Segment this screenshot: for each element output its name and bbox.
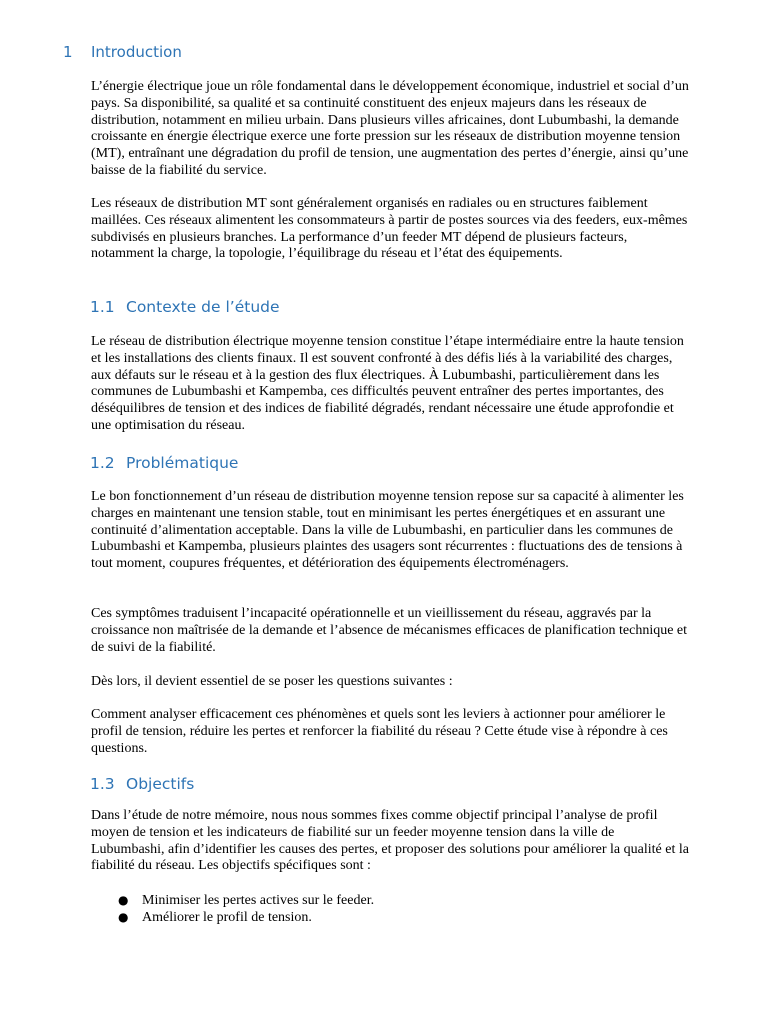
bullet-dot-icon: ● [118,893,129,907]
objectives-list [91,892,691,926]
heading-introduction [63,42,182,62]
heading-number: 1.2 [90,454,115,472]
heading-title: Objectifs [126,775,195,793]
paragraph-problematique-1: Le bon fonctionnement d’un réseau de distribution moyenne tension repose sur sa capacité à alimenter les charges en maintenant une tension stable, tout en minimisant les pertes énergétiques et en assurant une continuité d’alimentation acceptable. Dans la ville de Lubumbashi, en particulier dans les communes de Lubumbashi et Kampemba, plusieurs plaintes des usagers sont récurrentes : fluctuations des de tensions à tout moment, coupures fréquentes, et détérioration des équipements électroménagers. [91,489,684,572]
paragraph-objectifs: Dans l’étude de notre mémoire, nous nous sommes fixes comme objectif principal l’analyse de profil moyen de tension et les indicateurs de fiabilité sur un feeder moyenne tension dans la ville de Lubumbashi, afin d’identifier les causes des pertes, et proposer des solutions pour améliorer la qualité et la fiabilité du réseau. Les objectifs spécifiques sont : [91,808,689,874]
paragraph-problematique-3: Dès lors, il devient essentiel de se poser les questions suivantes : [91,674,453,689]
list-item [91,909,691,926]
heading-number: 1.1 [90,298,115,316]
paragraph-problematique-2: Ces symptômes traduisent l’incapacité opérationnelle et un vieillissement du réseau, aggravés par la croissance non maîtrisée de la demande et l’absence de mécanismes efficaces de planification technique et de suivi de la fiabilité. [91,606,688,655]
list-item-text: Minimiser les pertes actives sur le feeder. [142,893,375,908]
list-item-text: Améliorer le profil de tension. [142,910,312,925]
bullet-dot-icon: ● [118,910,129,924]
heading-title: Problématique [126,454,239,472]
heading-title: Contexte de l’étude [126,298,280,316]
heading-number: 1.3 [90,775,115,793]
heading-title: Introduction [91,43,182,61]
heading-objectifs [90,774,194,794]
heading-number: 1 [63,43,73,61]
heading-contexte [90,297,280,317]
paragraph-contexte: Le réseau de distribution électrique moyenne tension constitue l’étape intermédiaire entre la haute tension et les installations des clients finaux. Il est souvent confronté à des défis liés à la variabilité des charges, aux défauts sur le réseau et à la gestion des flux électriques. À Lubumbashi, particulièrement dans les communes de Lubumbashi et Kampemba, ces difficultés peuvent entraîner des pertes importantes, des déséquilibres de tension et des indices de fiabilité dégradés, rendant nécessaire une étude approfondie et une optimisation du réseau. [91,334,684,433]
list-item [91,892,691,909]
paragraph-intro-1: L’énergie électrique joue un rôle fondamental dans le développement économique, industriel et social d’un pays. Sa disponibilité, sa qualité et sa continuité constituent des enjeux majeurs dans les réseaux de distribution, notamment en milieu urbain. Dans plusieurs villes africaines, dont Lubumbashi, la demande croissante en énergie électrique exerce une forte pression sur les réseaux de distribution moyenne tension (MT), entraînant une dégradation du profil de tension, une augmentation des pertes d’énergie, ainsi qu’une baisse de la fiabilité du service. [91,79,689,178]
heading-problematique [90,453,238,473]
paragraph-intro-2: Les réseaux de distribution MT sont généralement organisés en radiales ou en structures faiblement maillées. Ces réseaux alimentent les consommateurs à partir de postes sources via des feeders, eux-mêmes subdivisés en plusieurs branches. La performance d’un feeder MT dépend de plusieurs facteurs, notamment la charge, la topologie, l’équilibrage du réseau et l’état des équipements. [91,196,688,262]
paragraph-problematique-4: Comment analyser efficacement ces phénomènes et quels sont les leviers à actionner pour améliorer le profil de tension, réduire les pertes et renforcer la fiabilité du réseau ? Cette étude vise à répondre à ces questions. [91,707,668,756]
